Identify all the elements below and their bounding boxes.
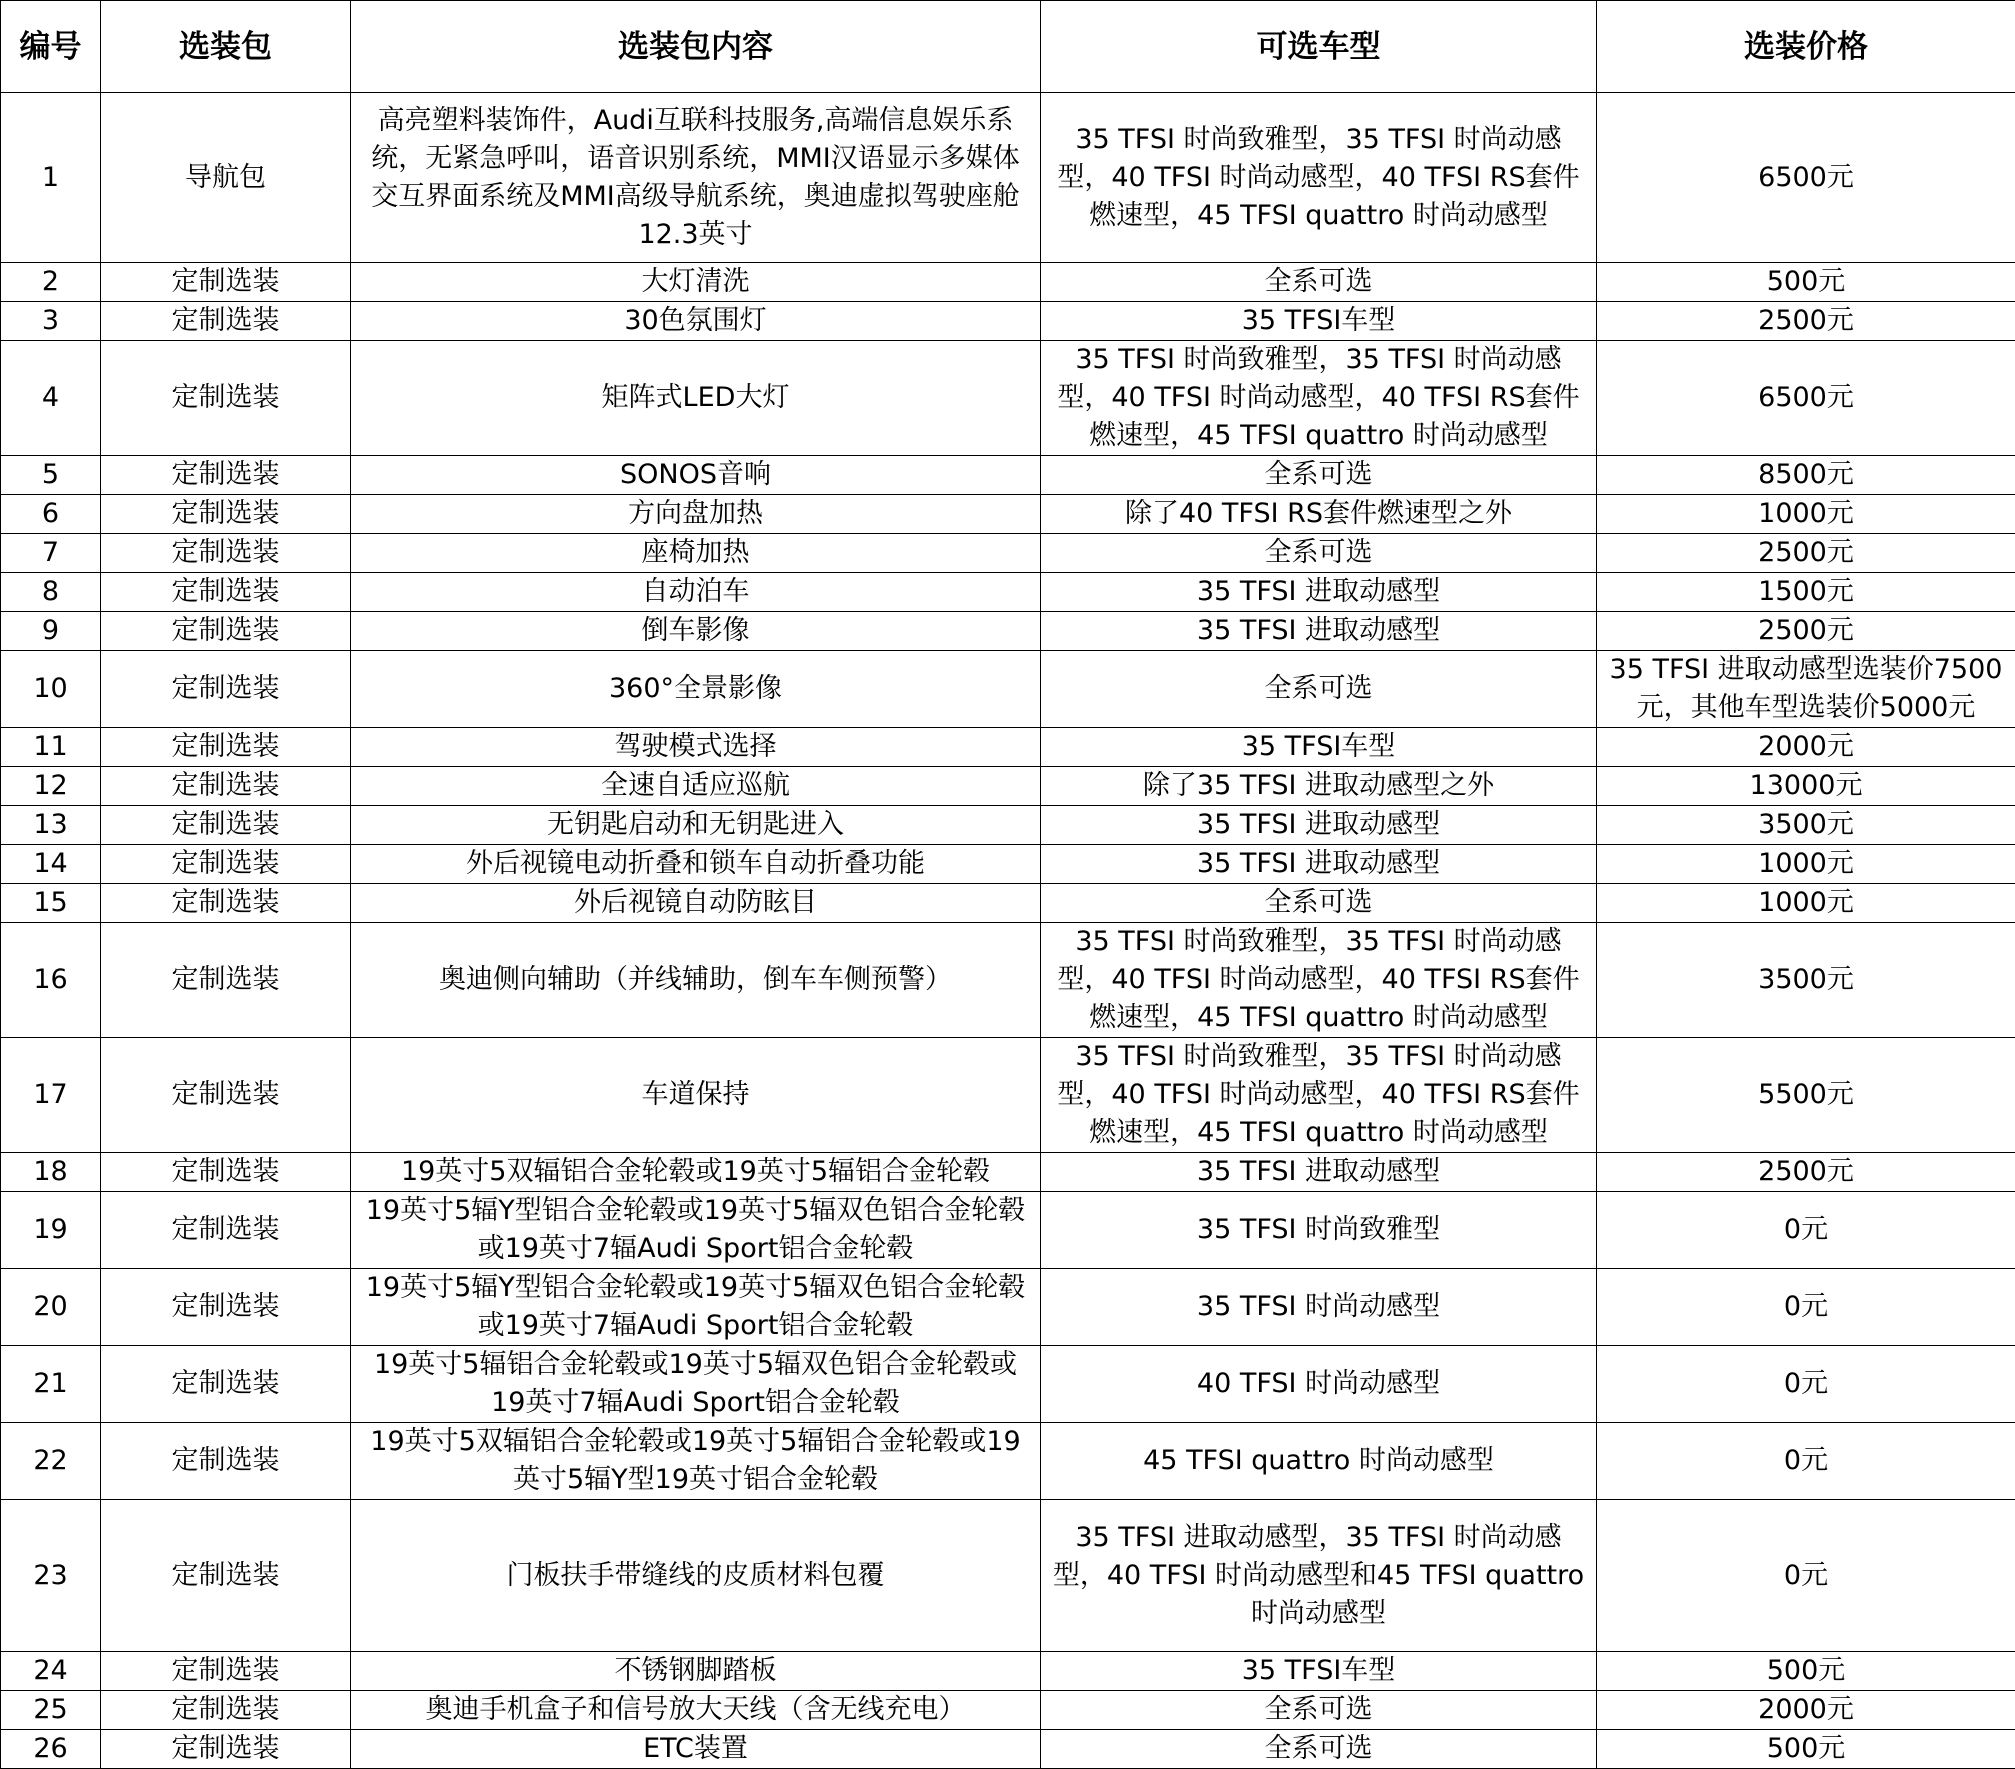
cell-models: 35 TFSI车型 — [1041, 302, 1597, 341]
cell-content: 奥迪侧向辅助（并线辅助，倒车车侧预警） — [351, 923, 1041, 1038]
cell-price: 3500元 — [1597, 923, 2015, 1038]
cell-price: 500元 — [1597, 1730, 2015, 1769]
cell-no: 14 — [1, 845, 101, 884]
cell-no: 22 — [1, 1423, 101, 1500]
cell-price: 2000元 — [1597, 1691, 2015, 1730]
cell-content: 矩阵式LED大灯 — [351, 341, 1041, 456]
cell-package: 定制选装 — [101, 1730, 351, 1769]
cell-package: 定制选装 — [101, 767, 351, 806]
cell-package: 定制选装 — [101, 1192, 351, 1269]
cell-content: 19英寸5辐铝合金轮毂或19英寸5辐双色铝合金轮毂或19英寸7辐Audi Sport铝合金轮毂 — [351, 1346, 1041, 1423]
cell-price: 35 TFSI 进取动感型选装价7500元，其他车型选装价5000元 — [1597, 651, 2015, 728]
cell-package: 定制选装 — [101, 1038, 351, 1153]
cell-no: 25 — [1, 1691, 101, 1730]
table-row — [1, 1730, 2015, 1769]
cell-package: 导航包 — [101, 93, 351, 263]
cell-models: 35 TFSI 时尚致雅型 — [1041, 1192, 1597, 1269]
cell-models: 全系可选 — [1041, 263, 1597, 302]
cell-price: 500元 — [1597, 263, 2015, 302]
cell-content: 倒车影像 — [351, 612, 1041, 651]
cell-models: 35 TFSI 进取动感型 — [1041, 612, 1597, 651]
cell-no: 20 — [1, 1269, 101, 1346]
table-row — [1, 534, 2015, 573]
cell-price: 8500元 — [1597, 456, 2015, 495]
cell-no: 6 — [1, 495, 101, 534]
table-row — [1, 1269, 2015, 1346]
cell-no: 2 — [1, 263, 101, 302]
cell-no: 11 — [1, 728, 101, 767]
header-price: 选装价格 — [1597, 1, 2015, 93]
cell-models: 35 TFSI 进取动感型 — [1041, 1153, 1597, 1192]
cell-content: 高亮塑料装饰件，Audi互联科技服务,高端信息娱乐系统，无紧急呼叫，语音识别系统，MMI汉语显示多媒体交互界面系统及MMI高级导航系统，奥迪虚拟驾驶座舱12.3英寸 — [351, 93, 1041, 263]
cell-price: 500元 — [1597, 1652, 2015, 1691]
table-row — [1, 456, 2015, 495]
table-row — [1, 1691, 2015, 1730]
cell-content: 19英寸5辐Y型铝合金轮毂或19英寸5辐双色铝合金轮毂或19英寸7辐Audi Sport铝合金轮毂 — [351, 1192, 1041, 1269]
cell-content: 外后视镜自动防眩目 — [351, 884, 1041, 923]
cell-content: 全速自适应巡航 — [351, 767, 1041, 806]
cell-no: 16 — [1, 923, 101, 1038]
table-row — [1, 1423, 2015, 1500]
cell-content: 30色氛围灯 — [351, 302, 1041, 341]
header-row — [1, 1, 2015, 93]
cell-models: 全系可选 — [1041, 534, 1597, 573]
cell-content: SONOS音响 — [351, 456, 1041, 495]
cell-no: 1 — [1, 93, 101, 263]
cell-no: 24 — [1, 1652, 101, 1691]
cell-no: 17 — [1, 1038, 101, 1153]
table-row — [1, 651, 2015, 728]
cell-models: 35 TFSI 时尚致雅型，35 TFSI 时尚动感型，40 TFSI 时尚动感型，40 TFSI RS套件燃速型，45 TFSI quattro 时尚动感型 — [1041, 341, 1597, 456]
table-row — [1, 573, 2015, 612]
cell-price: 0元 — [1597, 1346, 2015, 1423]
cell-no: 21 — [1, 1346, 101, 1423]
cell-price: 5500元 — [1597, 1038, 2015, 1153]
cell-no: 26 — [1, 1730, 101, 1769]
cell-models: 除了35 TFSI 进取动感型之外 — [1041, 767, 1597, 806]
cell-models: 全系可选 — [1041, 884, 1597, 923]
cell-models: 35 TFSI 进取动感型 — [1041, 845, 1597, 884]
cell-price: 1000元 — [1597, 495, 2015, 534]
cell-content: 19英寸5双辐铝合金轮毂或19英寸5辐铝合金轮毂 — [351, 1153, 1041, 1192]
cell-package: 定制选装 — [101, 534, 351, 573]
cell-models: 除了40 TFSI RS套件燃速型之外 — [1041, 495, 1597, 534]
cell-models: 35 TFSI 时尚致雅型，35 TFSI 时尚动感型，40 TFSI 时尚动感型，40 TFSI RS套件燃速型，45 TFSI quattro 时尚动感型 — [1041, 1038, 1597, 1153]
cell-no: 10 — [1, 651, 101, 728]
cell-content: 自动泊车 — [351, 573, 1041, 612]
cell-content: 19英寸5辐Y型铝合金轮毂或19英寸5辐双色铝合金轮毂或19英寸7辐Audi Sport铝合金轮毂 — [351, 1269, 1041, 1346]
cell-content: 不锈钢脚踏板 — [351, 1652, 1041, 1691]
cell-package: 定制选装 — [101, 1346, 351, 1423]
table-row — [1, 1038, 2015, 1153]
table-row — [1, 93, 2015, 263]
cell-content: 大灯清洗 — [351, 263, 1041, 302]
table-row — [1, 495, 2015, 534]
cell-models: 35 TFSI 进取动感型 — [1041, 573, 1597, 612]
cell-price: 2500元 — [1597, 1153, 2015, 1192]
cell-price: 2000元 — [1597, 728, 2015, 767]
cell-price: 1000元 — [1597, 884, 2015, 923]
cell-no: 4 — [1, 341, 101, 456]
cell-price: 0元 — [1597, 1192, 2015, 1269]
cell-price: 1000元 — [1597, 845, 2015, 884]
cell-package: 定制选装 — [101, 263, 351, 302]
table-row — [1, 1500, 2015, 1652]
cell-no: 5 — [1, 456, 101, 495]
cell-price: 0元 — [1597, 1423, 2015, 1500]
table-row — [1, 728, 2015, 767]
cell-content: 座椅加热 — [351, 534, 1041, 573]
cell-price: 1500元 — [1597, 573, 2015, 612]
table-row — [1, 263, 2015, 302]
cell-no: 7 — [1, 534, 101, 573]
table-row — [1, 767, 2015, 806]
cell-models: 35 TFSI 时尚致雅型，35 TFSI 时尚动感型，40 TFSI 时尚动感型，40 TFSI RS套件燃速型，45 TFSI quattro 时尚动感型 — [1041, 923, 1597, 1038]
cell-package: 定制选装 — [101, 1691, 351, 1730]
cell-no: 3 — [1, 302, 101, 341]
cell-content: 方向盘加热 — [351, 495, 1041, 534]
cell-package: 定制选装 — [101, 495, 351, 534]
table-row — [1, 1346, 2015, 1423]
cell-price: 3500元 — [1597, 806, 2015, 845]
table-row — [1, 341, 2015, 456]
cell-no: 23 — [1, 1500, 101, 1652]
cell-content: 19英寸5双辐铝合金轮毂或19英寸5辐铝合金轮毂或19英寸5辐Y型19英寸铝合金轮毂 — [351, 1423, 1041, 1500]
table-row — [1, 806, 2015, 845]
table-row — [1, 302, 2015, 341]
table-row — [1, 923, 2015, 1038]
cell-models: 35 TFSI 时尚动感型 — [1041, 1269, 1597, 1346]
cell-content: 无钥匙启动和无钥匙进入 — [351, 806, 1041, 845]
cell-price: 2500元 — [1597, 302, 2015, 341]
cell-models: 35 TFSI车型 — [1041, 728, 1597, 767]
cell-content: ETC装置 — [351, 1730, 1041, 1769]
cell-package: 定制选装 — [101, 612, 351, 651]
cell-no: 8 — [1, 573, 101, 612]
table-row — [1, 884, 2015, 923]
cell-content: 外后视镜电动折叠和锁车自动折叠功能 — [351, 845, 1041, 884]
cell-content: 360°全景影像 — [351, 651, 1041, 728]
cell-no: 19 — [1, 1192, 101, 1269]
cell-package: 定制选装 — [101, 1500, 351, 1652]
cell-no: 18 — [1, 1153, 101, 1192]
cell-models: 35 TFSI 进取动感型 — [1041, 806, 1597, 845]
table-body — [1, 93, 2015, 1769]
cell-package: 定制选装 — [101, 1652, 351, 1691]
cell-models: 全系可选 — [1041, 1730, 1597, 1769]
table-row — [1, 612, 2015, 651]
cell-no: 12 — [1, 767, 101, 806]
cell-price: 0元 — [1597, 1500, 2015, 1652]
cell-package: 定制选装 — [101, 806, 351, 845]
cell-content: 门板扶手带缝线的皮质材料包覆 — [351, 1500, 1041, 1652]
cell-price: 13000元 — [1597, 767, 2015, 806]
cell-package: 定制选装 — [101, 845, 351, 884]
cell-no: 9 — [1, 612, 101, 651]
cell-package: 定制选装 — [101, 573, 351, 612]
cell-no: 15 — [1, 884, 101, 923]
cell-package: 定制选装 — [101, 1269, 351, 1346]
cell-package: 定制选装 — [101, 1153, 351, 1192]
cell-price: 2500元 — [1597, 534, 2015, 573]
cell-package: 定制选装 — [101, 302, 351, 341]
cell-models: 全系可选 — [1041, 456, 1597, 495]
cell-price: 6500元 — [1597, 93, 2015, 263]
cell-content: 驾驶模式选择 — [351, 728, 1041, 767]
cell-package: 定制选装 — [101, 341, 351, 456]
cell-package: 定制选装 — [101, 456, 351, 495]
cell-price: 2500元 — [1597, 612, 2015, 651]
header-no: 编号 — [1, 1, 101, 93]
header-models: 可选车型 — [1041, 1, 1597, 93]
cell-models: 40 TFSI 时尚动感型 — [1041, 1346, 1597, 1423]
table-row — [1, 845, 2015, 884]
cell-models: 全系可选 — [1041, 651, 1597, 728]
table-row — [1, 1192, 2015, 1269]
cell-price: 6500元 — [1597, 341, 2015, 456]
table-row — [1, 1153, 2015, 1192]
cell-package: 定制选装 — [101, 923, 351, 1038]
table-row — [1, 1652, 2015, 1691]
cell-models: 35 TFSI车型 — [1041, 1652, 1597, 1691]
cell-models: 35 TFSI 时尚致雅型，35 TFSI 时尚动感型，40 TFSI 时尚动感型，40 TFSI RS套件燃速型，45 TFSI quattro 时尚动感型 — [1041, 93, 1597, 263]
cell-package: 定制选装 — [101, 728, 351, 767]
cell-models: 35 TFSI 进取动感型，35 TFSI 时尚动感型，40 TFSI 时尚动感型和45 TFSI quattro 时尚动感型 — [1041, 1500, 1597, 1652]
header-content: 选装包内容 — [351, 1, 1041, 93]
cell-content: 奥迪手机盒子和信号放大天线（含无线充电） — [351, 1691, 1041, 1730]
cell-models: 全系可选 — [1041, 1691, 1597, 1730]
cell-package: 定制选装 — [101, 1423, 351, 1500]
cell-models: 45 TFSI quattro 时尚动感型 — [1041, 1423, 1597, 1500]
cell-package: 定制选装 — [101, 884, 351, 923]
cell-package: 定制选装 — [101, 651, 351, 728]
cell-price: 0元 — [1597, 1269, 2015, 1346]
header-package: 选装包 — [101, 1, 351, 93]
cell-content: 车道保持 — [351, 1038, 1041, 1153]
cell-no: 13 — [1, 806, 101, 845]
